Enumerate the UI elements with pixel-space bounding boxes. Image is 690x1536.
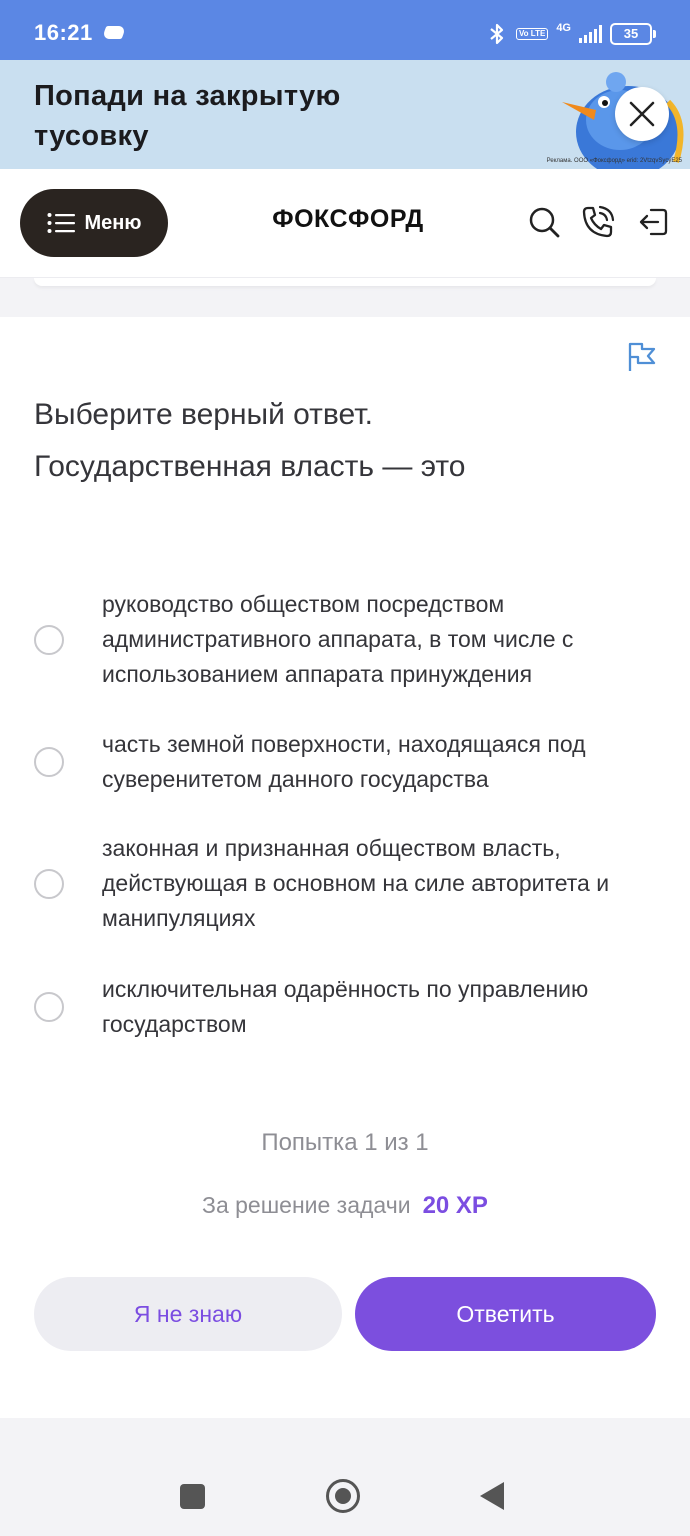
bluetooth-icon	[486, 22, 508, 46]
reward-value: 20 XP	[422, 1192, 488, 1219]
search-icon[interactable]	[527, 205, 561, 239]
status-time: 16:21	[34, 20, 93, 45]
attempts-counter: Попытка 1 из 1	[261, 1129, 429, 1156]
flag-icon[interactable]	[626, 341, 658, 373]
notification-icon	[102, 26, 127, 39]
phone-icon[interactable]	[581, 205, 615, 239]
system-nav-bar	[0, 1452, 690, 1536]
home-icon[interactable]	[326, 1479, 360, 1513]
reward-info	[0, 1192, 690, 1220]
promo-close-button[interactable]	[615, 87, 669, 141]
back-icon[interactable]	[480, 1482, 504, 1510]
network-type: 4G	[556, 22, 571, 34]
recents-icon[interactable]	[180, 1484, 205, 1509]
radio-button[interactable]	[34, 869, 64, 899]
login-icon[interactable]	[637, 205, 671, 239]
promo-banner[interactable]	[0, 60, 690, 169]
menu-button[interactable]	[20, 189, 168, 257]
answer-option-text: исключительная одарённость по управлению государством	[102, 976, 589, 1037]
status-icons	[486, 20, 652, 48]
menu-label: Меню	[84, 211, 142, 234]
promo-title: Попади на закрытую тусовку	[34, 80, 341, 152]
site-header	[0, 169, 690, 278]
answer-option-text: руководство обществом посредством административного аппарата, в том числе с использованием аппарата принуждения	[102, 591, 574, 687]
list-icon	[47, 212, 75, 234]
radio-button[interactable]	[34, 992, 64, 1022]
question-text: Выберите верный ответ. Государственная власть — это	[34, 398, 466, 483]
logo[interactable]: ФОКСФОРД	[272, 205, 424, 233]
radio-button[interactable]	[34, 625, 64, 655]
answer-button[interactable]: Ответить	[355, 1277, 656, 1351]
promo-legal-text: Реклама. ООО «Фоксфорд» erid: 2VtzqvSycyE25	[546, 158, 682, 164]
task-card	[0, 317, 690, 1418]
battery-icon: 35	[610, 23, 652, 45]
volte-icon: Vo LTE	[516, 28, 548, 40]
answer-option-text: законная и признанная обществом власть, действующая в основном на силе авторитета и манипуляциях	[102, 835, 610, 931]
status-bar	[0, 0, 690, 60]
header-underlay	[34, 278, 656, 286]
radio-button[interactable]	[34, 747, 64, 777]
dont-know-button[interactable]: Я не знаю	[34, 1277, 342, 1351]
answer-option-text: часть земной поверхности, находящаяся под суверенитетом данного государства	[102, 731, 586, 792]
signal-icon	[579, 25, 602, 43]
close-icon	[629, 101, 655, 127]
reward-label: За решение задачи	[202, 1192, 411, 1218]
